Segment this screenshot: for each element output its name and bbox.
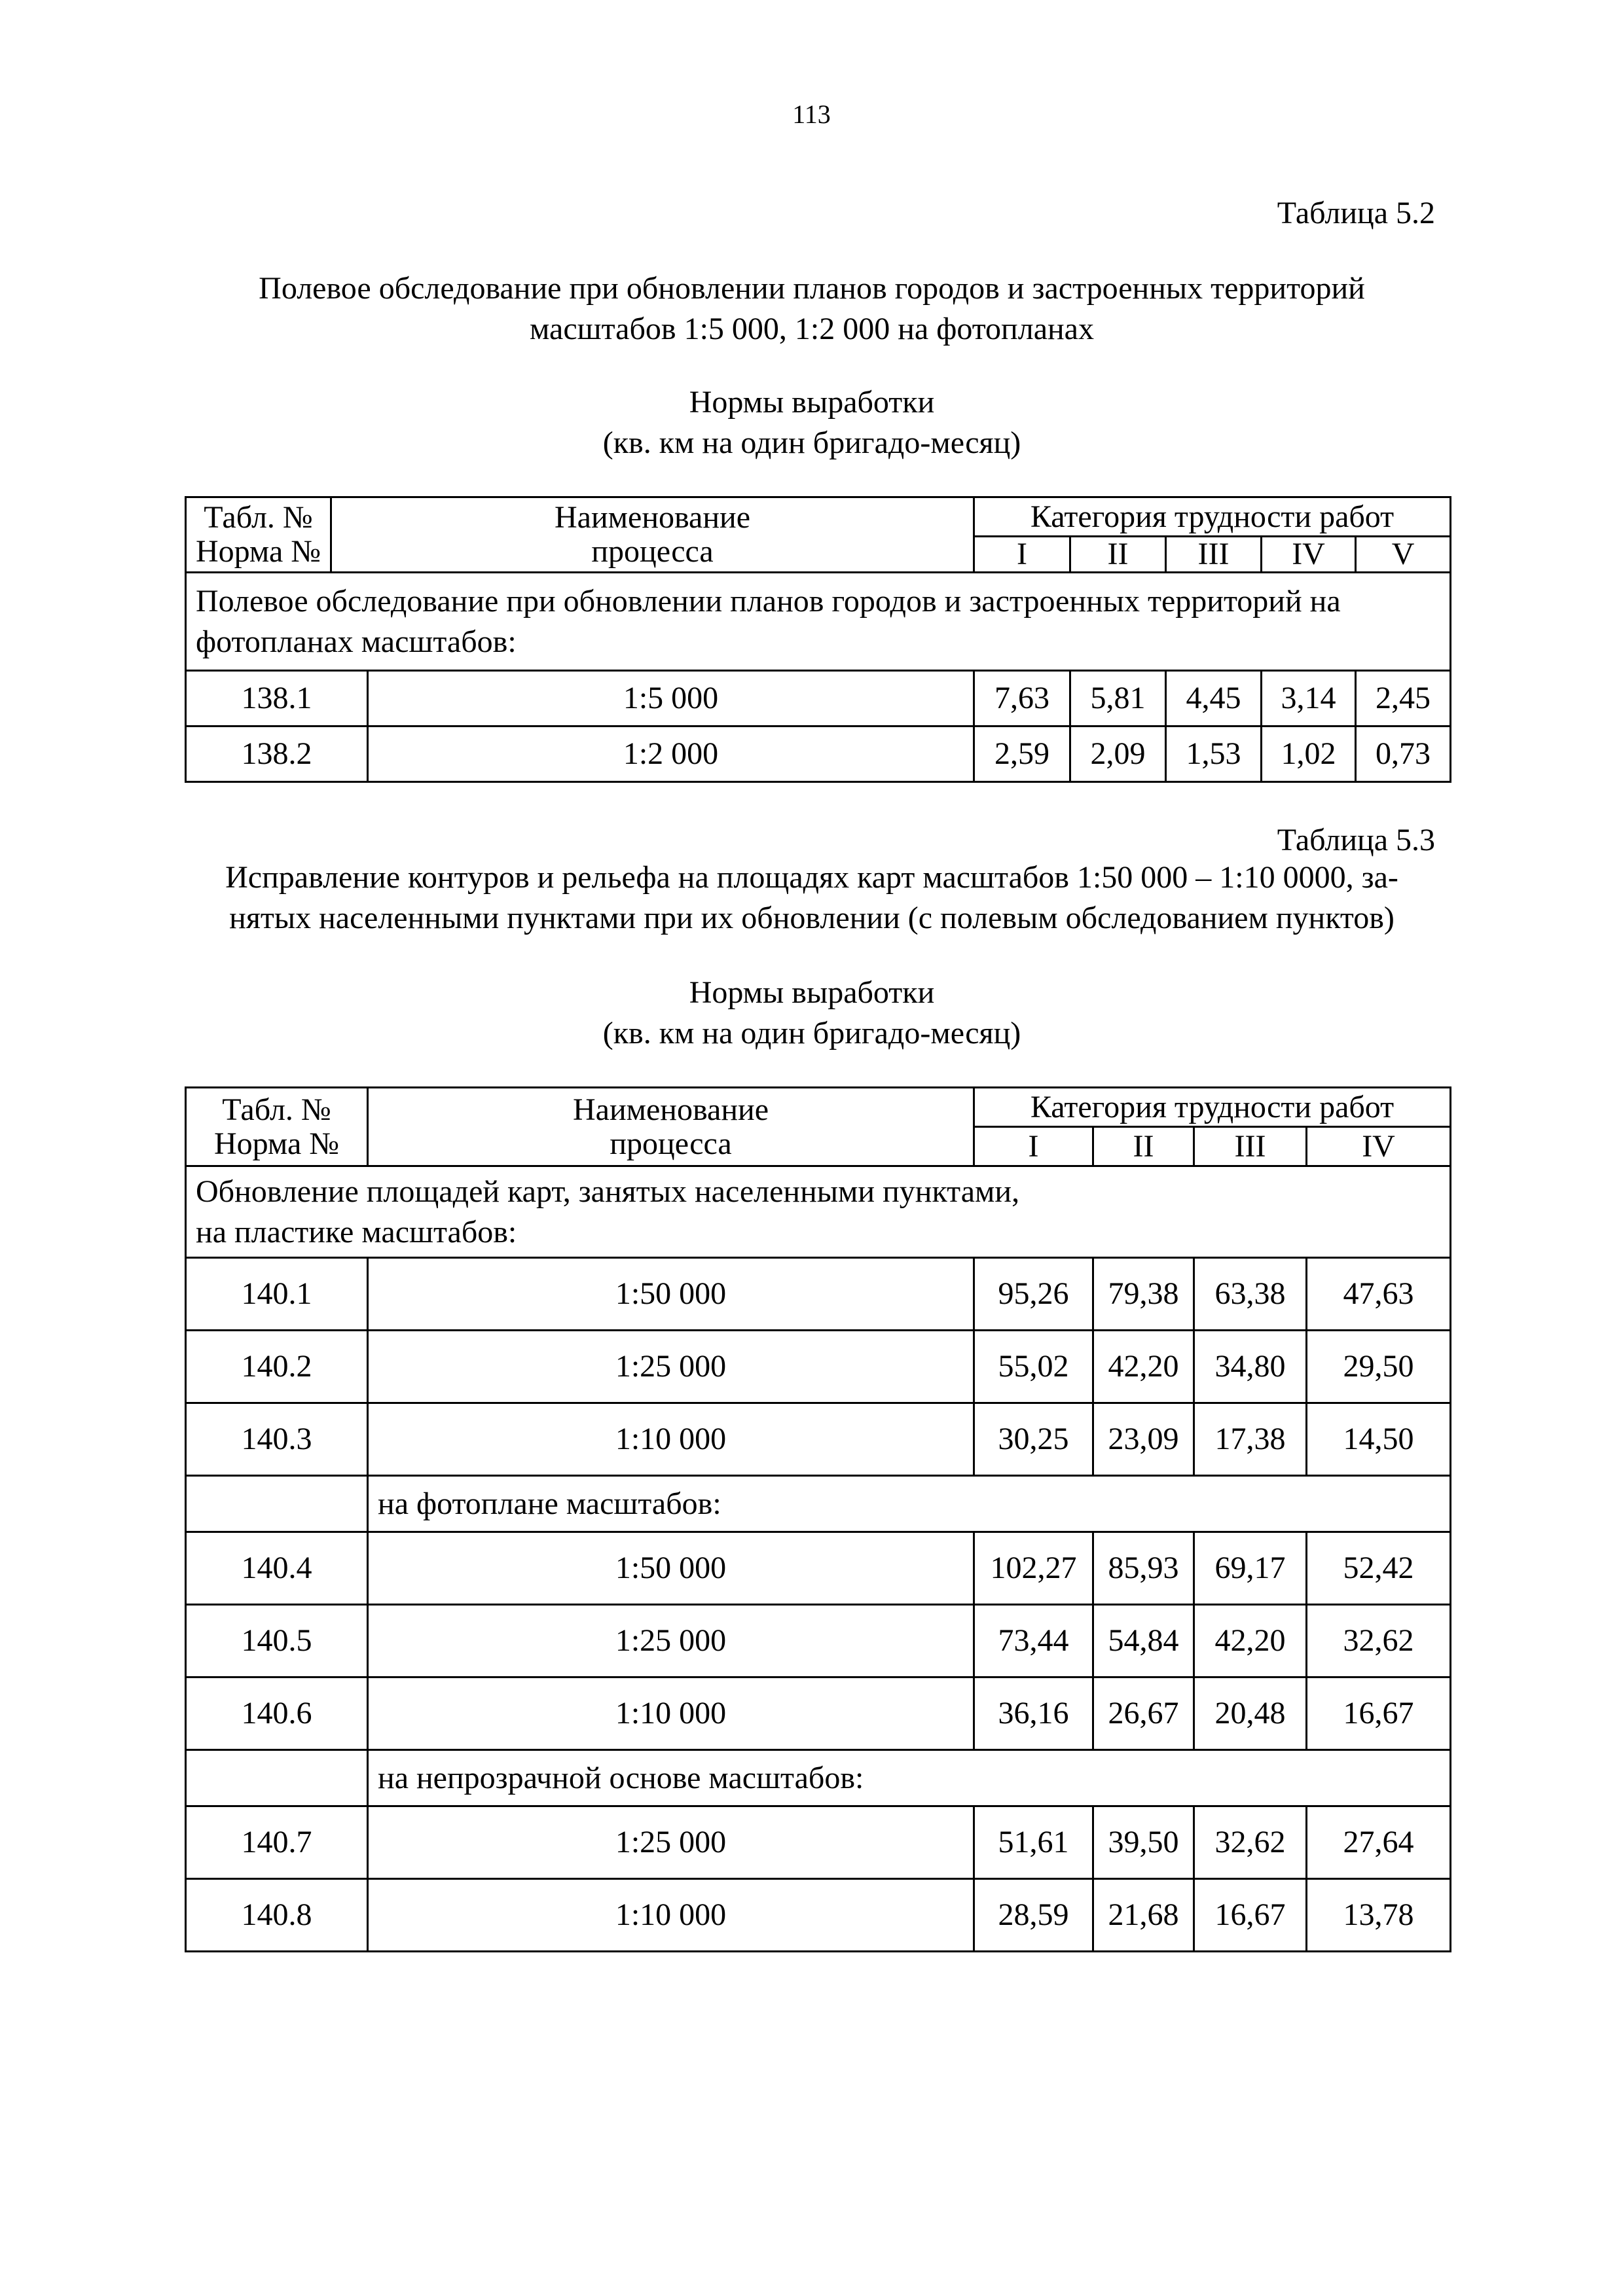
table-row — [186, 671, 1451, 726]
value: 39,50 — [1093, 1806, 1194, 1879]
value: 34,80 — [1194, 1331, 1307, 1403]
value: 1,53 — [1166, 726, 1262, 782]
table-5-2-title-line: масштабов 1:5 000, 1:2 000 на фотопланах — [530, 312, 1094, 346]
norm-number: 140.3 — [186, 1403, 368, 1476]
header-process-name: Наименование процесса — [368, 1088, 974, 1166]
norm-number: 140.6 — [186, 1677, 368, 1750]
table-5-3-title-line: Исправление контуров и рельефа на площадях карт масштабов 1:50 000 – 1:10 0000, за- — [225, 860, 1398, 895]
value: 30,25 — [974, 1403, 1093, 1476]
header-difficulty-category: Категория трудности работ — [974, 1088, 1451, 1127]
scale: 1:25 000 — [368, 1605, 974, 1677]
scale: 1:25 000 — [368, 1806, 974, 1879]
value: 52,42 — [1307, 1532, 1451, 1605]
header-norm-number: Табл. № Норма № — [186, 497, 331, 573]
header-category-3: III — [1166, 537, 1262, 573]
value: 4,45 — [1166, 671, 1262, 726]
scale: 1:10 000 — [368, 1879, 974, 1952]
table-5-3-norms-caption — [164, 973, 1460, 1054]
value: 26,67 — [1093, 1677, 1194, 1750]
value: 29,50 — [1307, 1331, 1451, 1403]
subsection-heading: на непрозрачной основе масштабов: — [368, 1750, 1451, 1806]
value: 5,81 — [1070, 671, 1166, 726]
table-5-3-title-line: нятых населенными пунктами при их обновлении (с полевым обследованием пунктов) — [229, 901, 1395, 935]
value: 79,38 — [1093, 1258, 1194, 1331]
value: 13,78 — [1307, 1879, 1451, 1952]
value: 69,17 — [1194, 1532, 1307, 1605]
header-category-4: IV — [1307, 1127, 1451, 1166]
table-row — [186, 726, 1451, 782]
value: 16,67 — [1307, 1677, 1451, 1750]
header-norm-number: Табл. № Норма № — [186, 1088, 368, 1166]
header-category-1: I — [974, 1127, 1093, 1166]
value: 95,26 — [974, 1258, 1093, 1331]
value: 63,38 — [1194, 1258, 1307, 1331]
table-row — [186, 1258, 1451, 1331]
table-5-2-title — [164, 268, 1460, 350]
table-5-2-title-line: Полевое обследование при обновлении планов городов и застроенных территорий — [259, 271, 1365, 306]
section-heading: Обновление площадей карт, занятых населенными пунктами, на пластике масштабов: — [186, 1166, 1451, 1258]
value: 28,59 — [974, 1879, 1093, 1952]
value: 21,68 — [1093, 1879, 1194, 1952]
value: 54,84 — [1093, 1605, 1194, 1677]
value: 42,20 — [1093, 1331, 1194, 1403]
scale: 1:2 000 — [368, 726, 974, 782]
table-row — [186, 1605, 1451, 1677]
table-5-3-label: Таблица 5.3 — [1277, 823, 1435, 857]
header-category-4: IV — [1262, 537, 1356, 573]
norm-number: 140.7 — [186, 1806, 368, 1879]
value: 16,67 — [1194, 1879, 1307, 1952]
scale: 1:25 000 — [368, 1331, 974, 1403]
norms-unit: (кв. км на один бригадо-месяц) — [602, 425, 1021, 460]
table-row — [186, 1806, 1451, 1879]
table-5-3 — [185, 1086, 1451, 1952]
value: 51,61 — [974, 1806, 1093, 1879]
table-5-2-norms-caption — [164, 382, 1460, 463]
header-category-1: I — [974, 537, 1070, 573]
scale: 1:50 000 — [368, 1532, 974, 1605]
value: 23,09 — [1093, 1403, 1194, 1476]
scale: 1:5 000 — [368, 671, 974, 726]
norm-number: 140.5 — [186, 1605, 368, 1677]
scale: 1:10 000 — [368, 1403, 974, 1476]
norm-number: 138.2 — [186, 726, 368, 782]
page-number: 113 — [792, 99, 831, 129]
header-category-3: III — [1194, 1127, 1307, 1166]
table-row — [186, 1532, 1451, 1605]
value: 3,14 — [1262, 671, 1356, 726]
value: 0,73 — [1356, 726, 1451, 782]
norm-number: 140.1 — [186, 1258, 368, 1331]
norms-title: Нормы выработки — [689, 975, 935, 1010]
table-row — [186, 1677, 1451, 1750]
value: 32,62 — [1307, 1605, 1451, 1677]
table-row — [186, 1879, 1451, 1952]
table-row — [186, 1403, 1451, 1476]
table-5-3-title — [164, 857, 1460, 939]
value: 2,59 — [974, 726, 1070, 782]
value: 85,93 — [1093, 1532, 1194, 1605]
value: 17,38 — [1194, 1403, 1307, 1476]
value: 55,02 — [974, 1331, 1093, 1403]
norm-number: 138.1 — [186, 671, 368, 726]
value: 14,50 — [1307, 1403, 1451, 1476]
table-5-2 — [185, 496, 1451, 783]
table-5-2-label: Таблица 5.2 — [1277, 196, 1435, 230]
norm-number: 140.2 — [186, 1331, 368, 1403]
value: 1,02 — [1262, 726, 1356, 782]
value: 2,45 — [1356, 671, 1451, 726]
value: 27,64 — [1307, 1806, 1451, 1879]
table-row — [186, 1331, 1451, 1403]
norm-number: 140.4 — [186, 1532, 368, 1605]
section-heading: Полевое обследование при обновлении планов городов и застроенных территорий на фотопланах масштабов: — [186, 573, 1451, 671]
norms-title: Нормы выработки — [689, 385, 935, 420]
value: 102,27 — [974, 1532, 1093, 1605]
value: 2,09 — [1070, 726, 1166, 782]
value: 73,44 — [974, 1605, 1093, 1677]
empty-cell — [186, 1476, 368, 1532]
value: 32,62 — [1194, 1806, 1307, 1879]
scale: 1:50 000 — [368, 1258, 974, 1331]
header-process-name: Наименование процесса — [331, 497, 974, 573]
value: 20,48 — [1194, 1677, 1307, 1750]
value: 7,63 — [974, 671, 1070, 726]
scale: 1:10 000 — [368, 1677, 974, 1750]
header-category-2: II — [1070, 537, 1166, 573]
header-category-2: II — [1093, 1127, 1194, 1166]
value: 47,63 — [1307, 1258, 1451, 1331]
header-category-5: V — [1356, 537, 1451, 573]
header-difficulty-category: Категория трудности работ — [974, 497, 1451, 537]
norm-number: 140.8 — [186, 1879, 368, 1952]
subsection-heading: на фотоплане масштабов: — [368, 1476, 1451, 1532]
empty-cell — [186, 1750, 368, 1806]
value: 36,16 — [974, 1677, 1093, 1750]
value: 42,20 — [1194, 1605, 1307, 1677]
norms-unit: (кв. км на один бригадо-месяц) — [602, 1016, 1021, 1050]
